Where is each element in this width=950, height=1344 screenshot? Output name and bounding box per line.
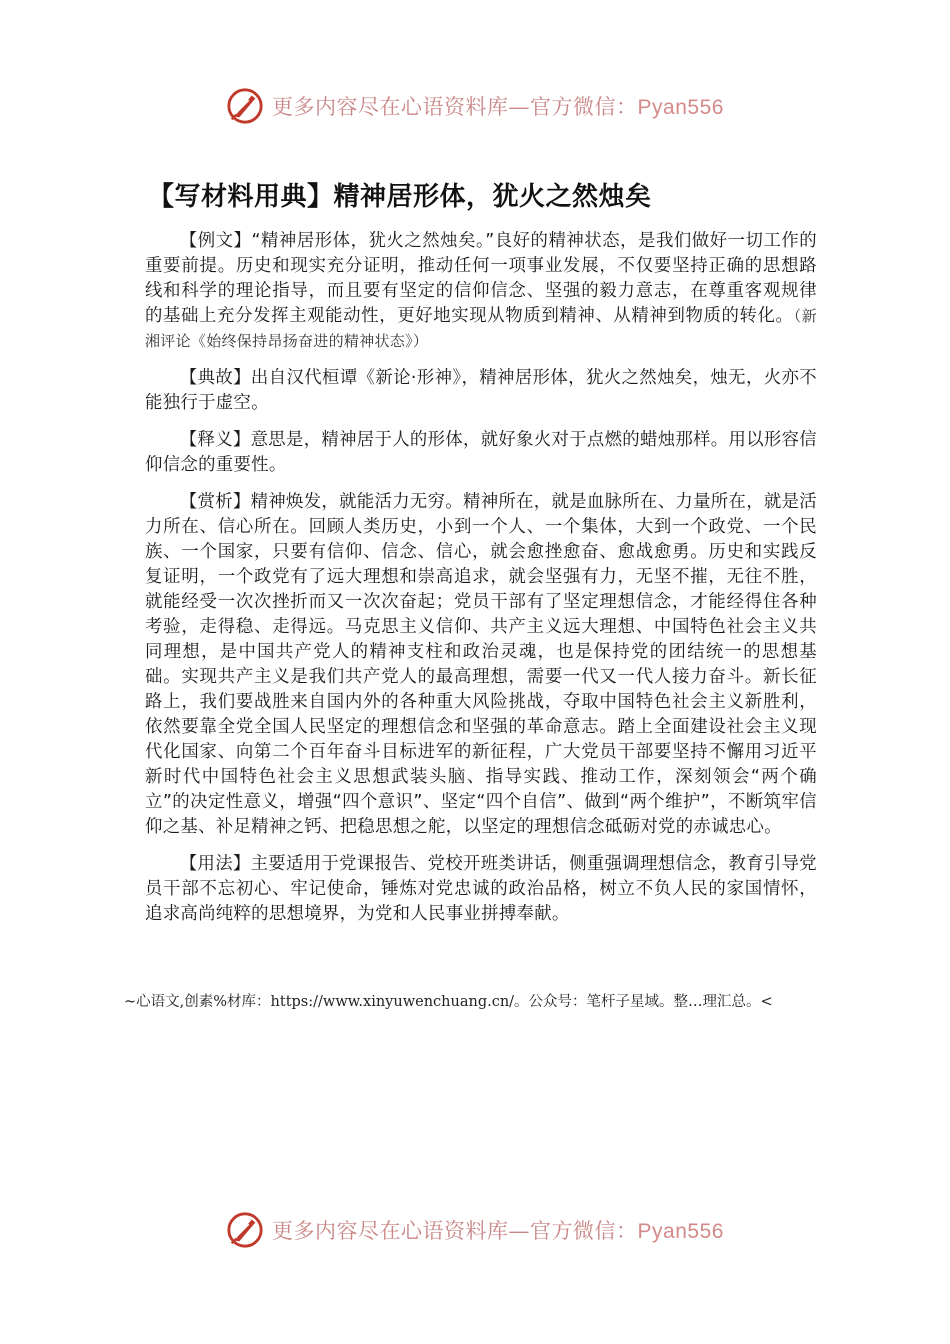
article-body — [145, 229, 817, 939]
appreciation-paragraph: 【赏析】精神焕发，就能活力无穷。精神所在，就是血脉所在、力量所在，就是活力所在、信心所在。回顾人类历史，小到一个人、一个集体，大到一个政党、一个民族、一个国家，只要有信仰、信念、信心，就会愈挫愈奋、愈战愈勇。历史和实践反复证明，一个政党有了远大理想和崇高追求，就会坚强有力，无坚不摧，无往不胜，就能经受一次次挫折而又一次次奋起；党员干部有了坚定理想信念，才能经得住各种考验，走得稳、走得远。马克思主义信仰、共产主义远大理想、中国特色社会主义共同理想，是中国共产党人的精神支柱和政治灵魂，也是保持党的团结统一的思想基础。实现共产主义是我们共产党人的最高理想，需要一代又一代人接力奋斗。新长征路上，我们要战胜来自国内外的各种重大风险挑战，夺取中国特色社会主义新胜利，依然要靠全党全国人民坚定的理想信念和坚强的革命意志。踏上全面建设社会主义现代化国家、向第二个百年奋斗目标进军的新征程，广大党员干部要坚持不懈用习近平新时代中国特色社会主义思想武装头脑、指导实践、推动工作，深刻领会“两个确立”的决定性意义，增强“四个意识”、坚定“四个自信”、做到“两个维护”，不断筑牢信仰之基、补足精神之钙、把稳思想之舵，以坚定的理想信念砥砺对党的赤诚忠心。 — [145, 492, 817, 837]
example-source: （新湘评论《始终保持昂扬奋进的精神状态》） — [145, 307, 817, 350]
banner-text: 更多内容尽在心语资料库—官方微信：Pyan556 — [272, 1219, 724, 1243]
source-footnote: ~心语文,创素%材库：https://www.xinyuwenchuang.cn/。公众号：笔杆子星域。整…理汇总。< — [124, 994, 773, 1010]
footer-banner — [0, 1208, 950, 1252]
header-banner — [0, 84, 950, 128]
banner-text: 更多内容尽在心语资料库—官方微信：Pyan556 — [272, 95, 724, 119]
usage-paragraph: 【用法】主要适用于党课报告、党校开班类讲话，侧重强调理想信念，教育引导党员干部不忘初心、牢记使命，锤炼对党忠诚的政治品格，树立不负人民的家国情怀，追求高尚纯粹的思想境界，为党和人民事业拼搏奉献。 — [145, 854, 817, 924]
quill-logo-icon — [226, 87, 264, 125]
quill-logo-icon — [226, 1211, 264, 1249]
example-paragraph: 【例文】“精神居形体，犹火之然烛矣。”良好的精神状态，是我们做好一切工作的重要前提。历史和现实充分证明，推动任何一项事业发展，不仅要坚持正确的思想路线和科学的理论指导，而且要有坚定的信仰信念、坚强的毅力意志，在尊重客观规律的基础上充分发挥主观能动性，更好地实现从物质到精神、从精神到物质的转化。（新湘评论《始终保持昂扬奋进的精神状态》） — [145, 231, 817, 350]
page-title: 【写材料用典】精神居形体，犹火之然烛矣 — [148, 182, 652, 212]
meaning-paragraph: 【释义】意思是，精神居于人的形体，就好象火对于点燃的蜡烛那样。用以形容信仰信念的重要性。 — [145, 430, 817, 475]
origin-paragraph: 【典故】出自汉代桓谭《新论·形神》，精神居形体，犹火之然烛矣，烛无，火亦不能独行于虚空。 — [145, 368, 817, 413]
